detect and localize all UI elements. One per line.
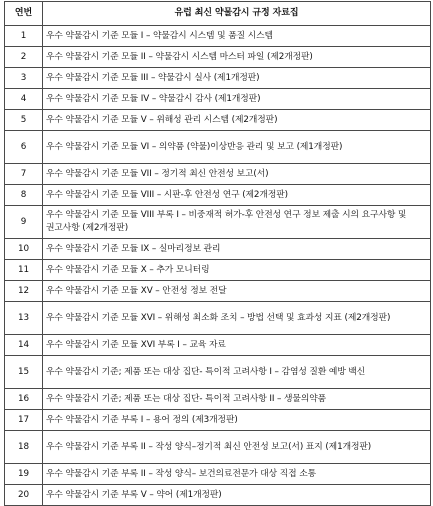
row-number: 20 bbox=[5, 485, 43, 506]
row-number: 7 bbox=[5, 164, 43, 185]
regulation-table bbox=[4, 1, 431, 506]
row-title: 우수 약물감시 기준 부록 II – 작성 양식–정기적 최신 안전성 보고(서) 표지 (제1개정판) bbox=[43, 431, 431, 464]
table-row bbox=[5, 260, 431, 281]
table-row bbox=[5, 26, 431, 47]
table-row bbox=[5, 389, 431, 410]
table-header-row bbox=[5, 2, 431, 26]
row-title: 우수 약물감시 기준; 제품 또는 대상 집단- 특이적 고려사항 I – 감염성 질환 예방 백신 bbox=[43, 356, 431, 389]
row-number: 12 bbox=[5, 281, 43, 302]
row-number: 19 bbox=[5, 464, 43, 485]
row-number: 2 bbox=[5, 47, 43, 68]
row-number: 18 bbox=[5, 431, 43, 464]
table-row bbox=[5, 239, 431, 260]
row-title: 우수 약물감시 기준 모듈 XVI 부록 I – 교육 자료 bbox=[43, 335, 431, 356]
table-row bbox=[5, 47, 431, 68]
row-title: 우수 약물감시 기준 부록 V – 약어 (제1개정판) bbox=[43, 485, 431, 506]
table-row bbox=[5, 410, 431, 431]
table-row bbox=[5, 110, 431, 131]
table-row bbox=[5, 206, 431, 239]
row-title: 우수 약물감시 기준 모듈 XVI – 위해성 최소화 조치 – 방법 선택 및 효과성 지표 (제2개정판) bbox=[43, 302, 431, 335]
table-body bbox=[5, 26, 431, 506]
row-title: 우수 약물감시 기준 모듈 II – 약물감시 시스템 마스터 파일 (제2개정판) bbox=[43, 47, 431, 68]
row-title: 우수 약물감시 기준 모듈 X – 추가 모니터링 bbox=[43, 260, 431, 281]
row-title: 우수 약물감시 기준; 제품 또는 대상 집단- 특이적 고려사항 II – 생물의약품 bbox=[43, 389, 431, 410]
table-row bbox=[5, 164, 431, 185]
table-row bbox=[5, 431, 431, 464]
row-title: 우수 약물감시 기준 부록 I – 용어 정의 (제3개정판) bbox=[43, 410, 431, 431]
row-number: 14 bbox=[5, 335, 43, 356]
row-number: 13 bbox=[5, 302, 43, 335]
table-row bbox=[5, 131, 431, 164]
row-title: 우수 약물감시 기준 부록 II – 작성 양식– 보건의료전문가 대상 직접 소통 bbox=[43, 464, 431, 485]
row-title: 우수 약물감시 기준 모듈 VIII 부록 I – 비중재적 허가-후 안전성 연구 정보 제출 시의 요구사항 및 권고사항 (제2개정판) bbox=[43, 206, 431, 239]
row-number: 3 bbox=[5, 68, 43, 89]
table-row bbox=[5, 68, 431, 89]
row-number: 1 bbox=[5, 26, 43, 47]
row-title: 우수 약물감시 기준 모듈 XV – 안전성 정보 전달 bbox=[43, 281, 431, 302]
row-title: 우수 약물감시 기준 모듈 V – 위해성 관리 시스템 (제2개정판) bbox=[43, 110, 431, 131]
row-number: 6 bbox=[5, 131, 43, 164]
row-title: 우수 약물감시 기준 모듈 IV – 약물감시 감사 (제1개정판) bbox=[43, 89, 431, 110]
table-row bbox=[5, 335, 431, 356]
table-row bbox=[5, 302, 431, 335]
row-title: 우수 약물감시 기준 모듈 III – 약물감시 실사 (제1개정판) bbox=[43, 68, 431, 89]
table-row bbox=[5, 356, 431, 389]
row-number: 9 bbox=[5, 206, 43, 239]
row-number: 16 bbox=[5, 389, 43, 410]
row-number: 11 bbox=[5, 260, 43, 281]
row-number: 5 bbox=[5, 110, 43, 131]
column-header-number: 연번 bbox=[5, 2, 43, 26]
row-title: 우수 약물감시 기준 모듈 VIII – 시판-후 안전성 연구 (제2개정판) bbox=[43, 185, 431, 206]
row-title: 우수 약물감시 기준 모듈 I – 약물감시 시스템 및 품질 시스템 bbox=[43, 26, 431, 47]
row-number: 4 bbox=[5, 89, 43, 110]
row-number: 15 bbox=[5, 356, 43, 389]
row-number: 17 bbox=[5, 410, 43, 431]
table-row bbox=[5, 185, 431, 206]
table-row bbox=[5, 281, 431, 302]
column-header-title: 유럽 최신 약물감시 규정 자료집 bbox=[43, 2, 431, 26]
table-row bbox=[5, 464, 431, 485]
row-title: 우수 약물감시 기준 모듈 IX – 실마리정보 관리 bbox=[43, 239, 431, 260]
row-number: 10 bbox=[5, 239, 43, 260]
row-title: 우수 약물감시 기준 모듈 VI – 의약품 (약물)이상반응 관리 및 보고 (제1개정판) bbox=[43, 131, 431, 164]
row-number: 8 bbox=[5, 185, 43, 206]
table-row bbox=[5, 89, 431, 110]
table-row bbox=[5, 485, 431, 506]
row-title: 우수 약물감시 기준 모듈 VII – 정기적 최신 안전성 보고(서) bbox=[43, 164, 431, 185]
